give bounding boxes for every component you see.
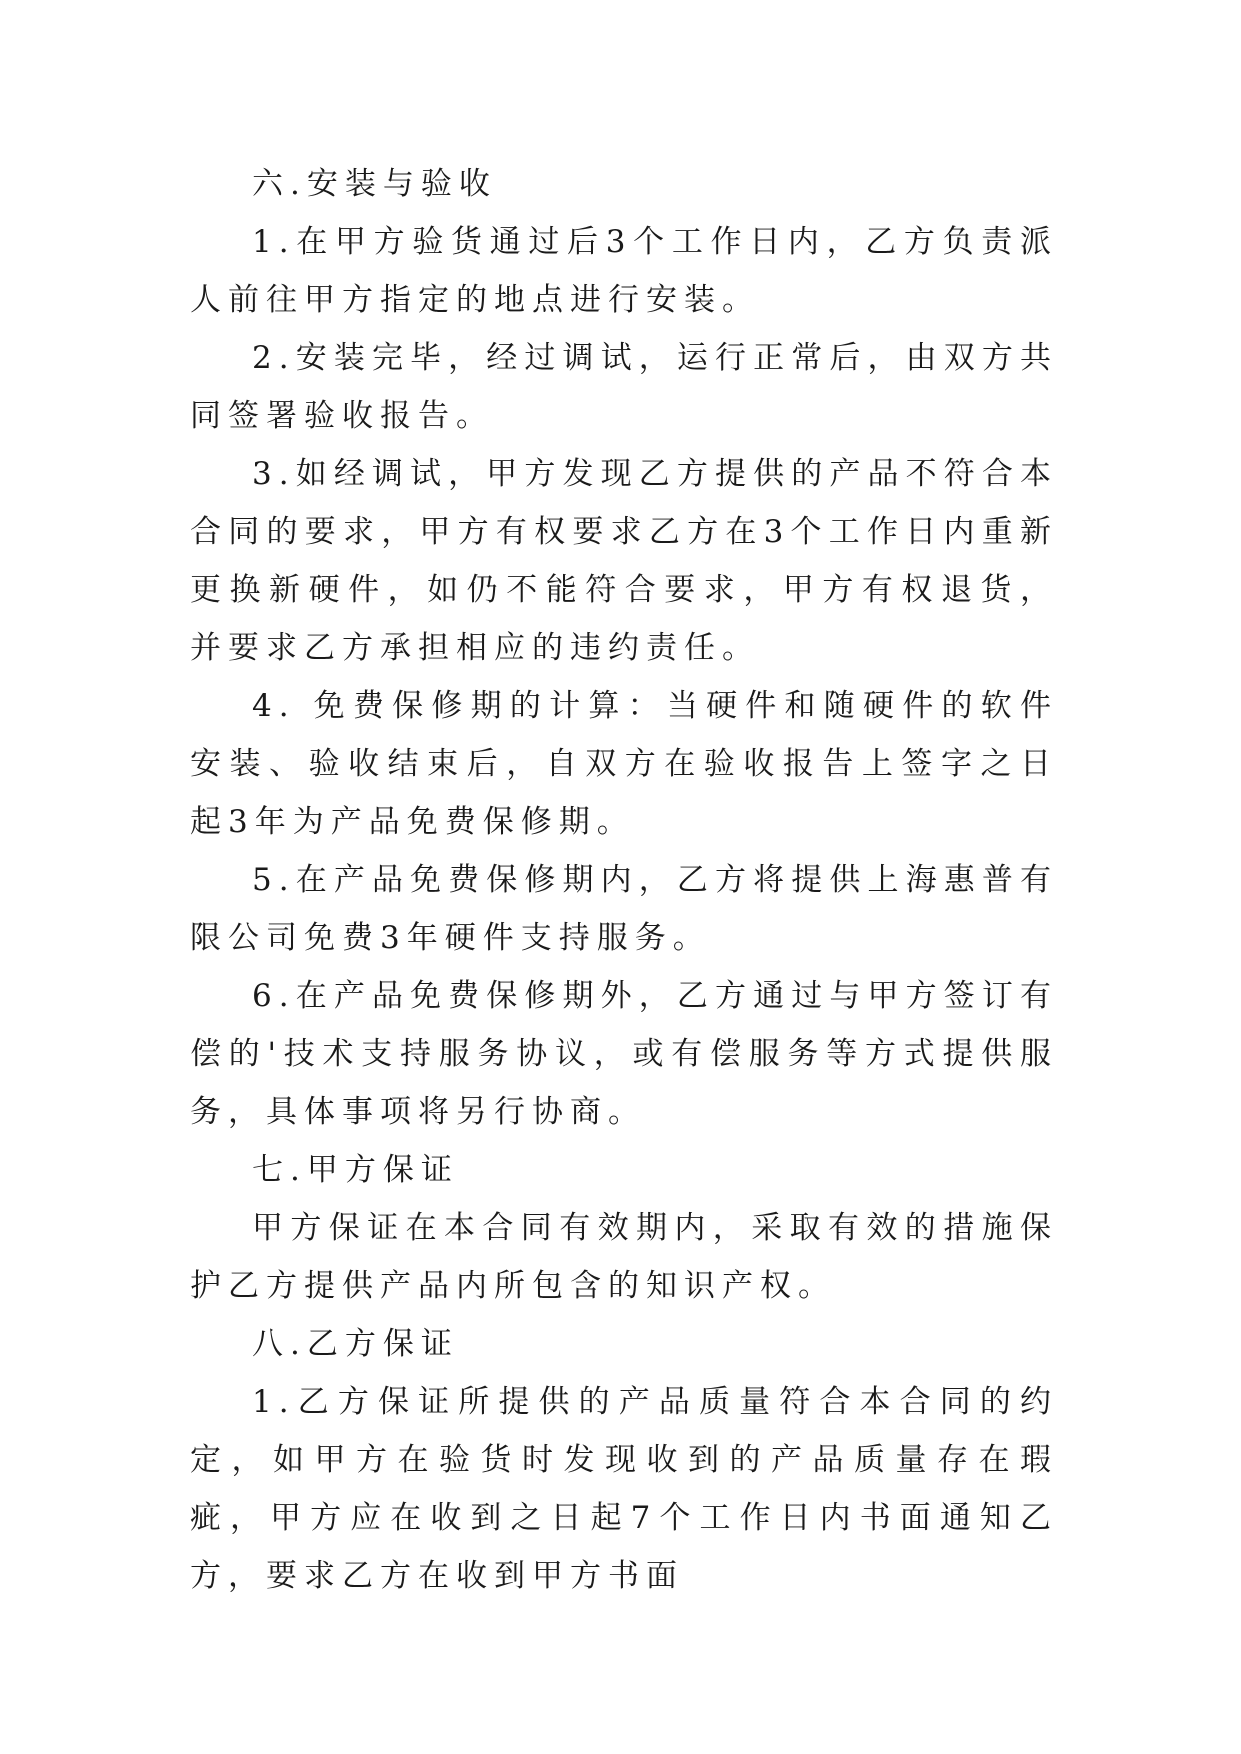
section-heading-installation: 六.安装与验收 xyxy=(252,166,497,202)
section-heading-party-b-guarantee: 八.乙方保证 xyxy=(252,1326,459,1362)
paragraph-installation-6: 6.在产品免费保修期外，乙方通过与甲方签订有偿的'技术支持服务协议，或有偿服务等方式提供服务，具体事项将另行协商。 xyxy=(190,978,1058,1130)
section-heading-party-a-guarantee: 七.甲方保证 xyxy=(252,1152,459,1188)
document-body xyxy=(190,155,1058,1605)
paragraph-party-b-guarantee-1: 1.乙方保证所提供的产品质量符合本合同的约定，如甲方在验货时发现收到的产品质量存在瑕疵，甲方应在收到之日起7个工作日内书面通知乙方，要求乙方在收到甲方书面 xyxy=(190,1384,1058,1594)
paragraph-installation-5: 5.在产品免费保修期内，乙方将提供上海惠普有限公司免费3年硬件支持服务。 xyxy=(190,862,1058,956)
paragraph-installation-1: 1.在甲方验货通过后3个工作日内，乙方负责派人前往甲方指定的地点进行安装。 xyxy=(190,224,1058,318)
paragraph-party-a-guarantee: 甲方保证在本合同有效期内，采取有效的措施保护乙方提供产品内所包含的知识产权。 xyxy=(190,1210,1058,1304)
paragraph-installation-3: 3.如经调试，甲方发现乙方提供的产品不符合本合同的要求，甲方有权要求乙方在3个工作日内重新更换新硬件，如仍不能符合要求，甲方有权退货，并要求乙方承担相应的违约责任。 xyxy=(190,456,1058,666)
paragraph-installation-4: 4. 免费保修期的计算：当硬件和随硬件的软件安装、验收结束后，自双方在验收报告上签字之日起3年为产品免费保修期。 xyxy=(190,688,1058,840)
paragraph-installation-2: 2.安装完毕，经过调试，运行正常后，由双方共同签署验收报告。 xyxy=(190,340,1058,434)
